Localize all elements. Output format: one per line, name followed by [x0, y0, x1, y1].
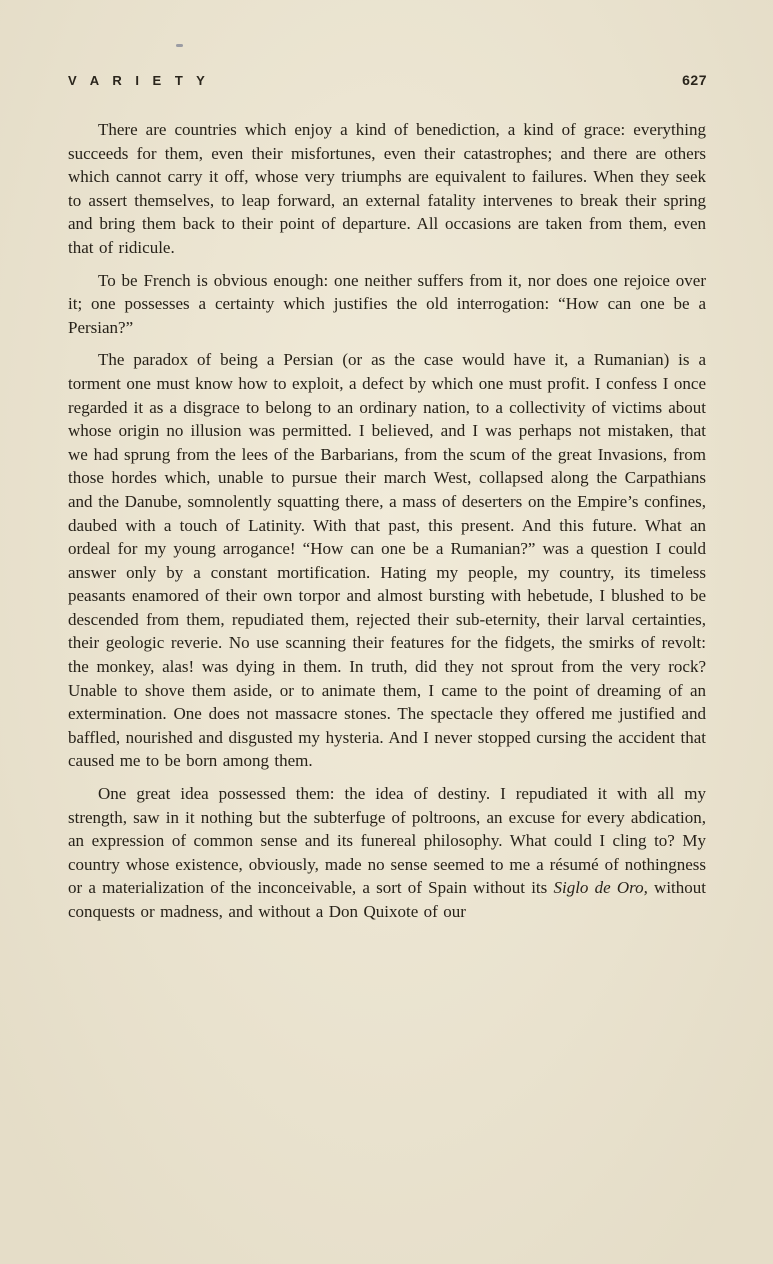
body-text: One great idea possessed them: the idea of destiny. I repudiated it with all my strength, saw in it nothing but the subterfuge of poltroons, an excuse for every abdication, an expression of common sense and its funereal philosophy. What could I cling to? My country whose existence, obviously, made no sense seemed to me a résumé of nothingness or a materialization of the inconceivable, a sort of Spain without its	[68, 784, 706, 898]
paragraph	[68, 348, 706, 773]
running-head	[68, 72, 707, 88]
text-column	[68, 118, 706, 924]
paragraph	[68, 269, 706, 340]
body-text: To be French is obvious enough: one neither suffers from it, nor does one rejoice over it; one possesses a certainty which justifies the old interrogation: “How can one be a Persian?”	[68, 270, 706, 337]
paragraph	[68, 782, 706, 924]
section-title: V A R I E T Y	[68, 73, 210, 88]
body-text: There are countries which enjoy a kind of benediction, a kind of grace: everything succeeds for them, even their misfortunes, even their catastrophes; and there are others which cannot carry it off, whose very triumphs are equivalent to failures. When they seek to assert themselves, to leap forward, an external fatality intervenes to break their spring and bring them back to their point of departure. All occasions are taken from them, even that of ridicule.	[68, 120, 706, 257]
scan-speck	[176, 44, 183, 47]
body-text: The paradox of being a Persian (or as the case would have it, a Rumanian) is a torment one must know how to exploit, a defect by which one must profit. I confess I once regarded it as a disgrace to belong to an ordinary nation, to a collectivity of victims about whose origin no illusion was permitted. I believed, and I was perhaps not mistaken, that we had sprung from the lees of the Barbarians, from the scum of the great Invasions, from those hordes which, unable to pursue their march West, collapsed along the Carpathians and the Danube, somnolently squatting there, a mass of deserters on the Empire’s confines, daubed with a touch of Latinity. With that past, this present. And this future. What an ordeal for my young arrogance! “How can one be a Rumanian?” was a question I could answer only by a constant mortification. Hating my people, my country, its timeless peasants enamored of their own torpor and almost bursting with hebetude, I blushed to be descended from them, repudiated them, rejected their sub-eternity, their larval certainties, their geologic reverie. No use scanning their features for the fidgets, the smirks of revolt: the monkey, alas! was dying in them. In truth, did they not sprout from the very rock? Unable to shove them aside, or to animate them, I came to the point of dreaming of an extermination. One does not massacre stones. The spectacle they offered me justified and baffled, nourished and disgusted my hysteria. And I never stopped cursing the accident that caused me to be born among them.	[68, 350, 706, 771]
page-number: 627	[682, 72, 707, 88]
body-text: without conquests or madness, and without a Don Quixote of our	[68, 878, 706, 921]
italic-text: Siglo de Oro,	[553, 878, 648, 898]
paragraph	[68, 118, 706, 260]
